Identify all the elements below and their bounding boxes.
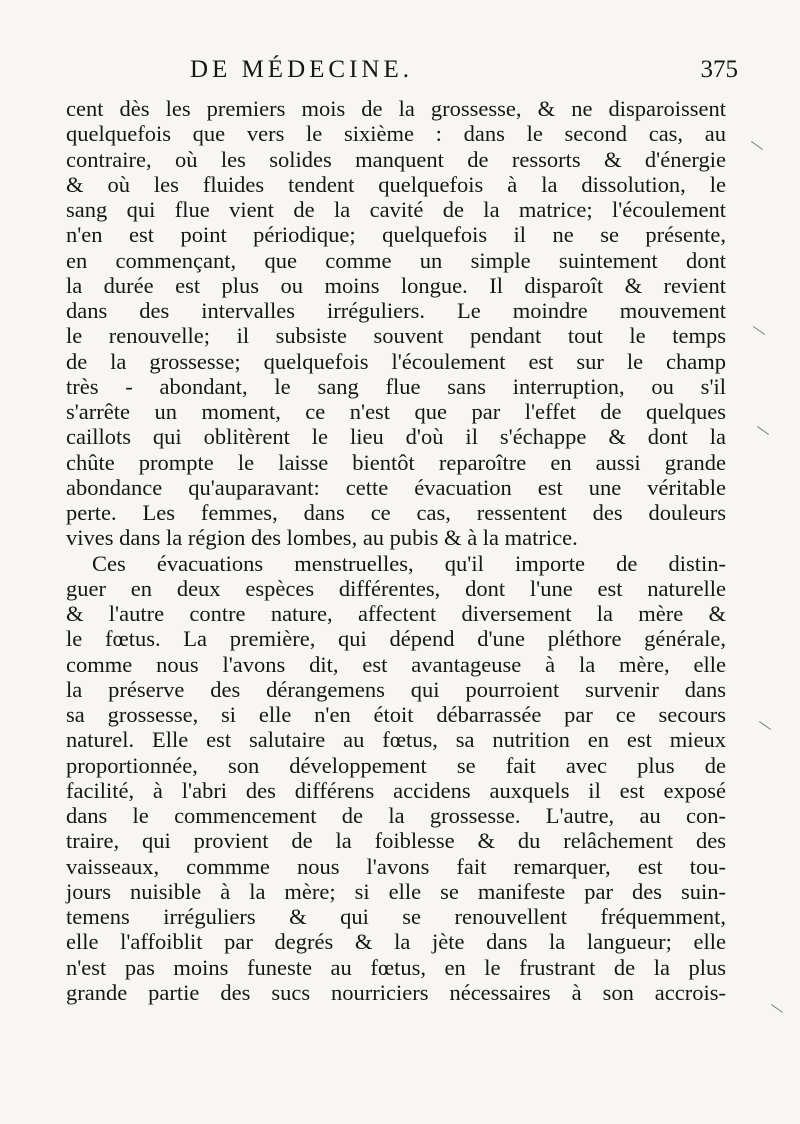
text-line: s'arrête un moment, ce n'est que par l'effet de quelques — [66, 399, 726, 424]
paragraph-2 — [66, 551, 726, 1006]
text-line: n'est pas moins funeste au fœtus, en le frustrant de la plus — [66, 954, 726, 980]
text-line: perte. Les femmes, dans ce cas, ressentent des douleurs — [66, 500, 726, 525]
margin-mark — [751, 141, 763, 150]
paragraph-1 — [66, 96, 726, 551]
text-line: quelquefois que vers le sixième : dans le second cas, au — [66, 121, 726, 147]
text-line: dans le commencement de la grossesse. L'autre, au con- — [66, 803, 726, 828]
text-line: sang qui flue vient de la cavité de la matrice; l'écoulement — [66, 197, 726, 222]
text-line: de la grossesse; quelquefois l'écoulement est sur le champ — [66, 348, 726, 374]
text-line: & où les fluides tendent quelquefois à la dissolution, le — [66, 171, 726, 197]
text-line: n'en est point périodique; quelquefois il ne se présente, — [66, 222, 726, 248]
margin-mark — [759, 721, 771, 730]
running-head: DE MÉDECINE. — [190, 56, 413, 83]
text-line: le renouvelle; il subsiste souvent pendant tout le temps — [66, 323, 726, 349]
text-line: guer en deux espèces différentes, dont l'une est naturelle — [66, 575, 726, 601]
text-line: elle l'affoiblit par degrés & la jète dans la langueur; elle — [66, 929, 726, 955]
text-line: chûte prompte le laisse bientôt reparoître en aussi grande — [66, 449, 726, 475]
text-line: caillots qui oblitèrent le lieu d'où il s'échappe & dont la — [66, 424, 726, 450]
text-line: vives dans la région des lombes, au pubis & à la matrice. — [66, 525, 578, 551]
text-line: vaisseaux, commme nous l'avons fait remarquer, est tou- — [66, 853, 726, 879]
text-line: Ces évacuations menstruelles, qu'il importe de distin- — [92, 550, 726, 576]
page-header — [66, 56, 786, 90]
text-line: la préserve des dérangemens qui pourroient survenir dans — [66, 676, 726, 702]
text-line: grande partie des sucs nourriciers nécessaires à son accrois- — [66, 979, 726, 1005]
text-line: le fœtus. La première, qui dépend d'une pléthore générale, — [66, 626, 726, 652]
text-line: contraire, où les solides manquent de ressorts & d'énergie — [66, 146, 726, 172]
text-line: cent dès les premiers mois de la grossesse, & ne disparoissent — [66, 96, 726, 121]
text-line: temens irréguliers & qui se renouvellent fréquemment, — [66, 904, 726, 929]
page-number: 375 — [700, 56, 738, 83]
text-line: facilité, à l'abri des différens accidens auxquels il est exposé — [66, 777, 726, 803]
text-line: proportionnée, son développement se fait avec plus de — [66, 752, 726, 778]
margin-mark — [753, 326, 765, 335]
text-line: naturel. Elle est salutaire au fœtus, sa nutrition en est mieux — [66, 727, 726, 753]
body-text — [66, 96, 726, 1005]
text-line: sa grossesse, si elle n'en étoit débarrassée par ce secours — [66, 702, 726, 727]
text-line: dans des intervalles irréguliers. Le moindre mouvement — [66, 298, 726, 323]
text-line: traire, qui provient de la foiblesse & du relâchement des — [66, 828, 726, 854]
text-line: très - abondant, le sang flue sans interruption, ou s'il — [66, 373, 726, 399]
margin-mark — [771, 1004, 783, 1013]
margin-mark — [757, 426, 769, 435]
text-line: abondance qu'auparavant: cette évacuation est une véritable — [66, 474, 726, 500]
text-line: & l'autre contre nature, affectent diversement la mère & — [66, 601, 726, 626]
text-line: comme nous l'avons dit, est avantageuse à la mère, elle — [66, 651, 726, 677]
text-line: en commençant, que comme un simple suintement dont — [66, 247, 726, 273]
text-line: jours nuisible à la mère; si elle se manifeste par des suin- — [66, 878, 726, 904]
text-line: la durée est plus ou moins longue. Il disparoît & revient — [66, 272, 726, 298]
